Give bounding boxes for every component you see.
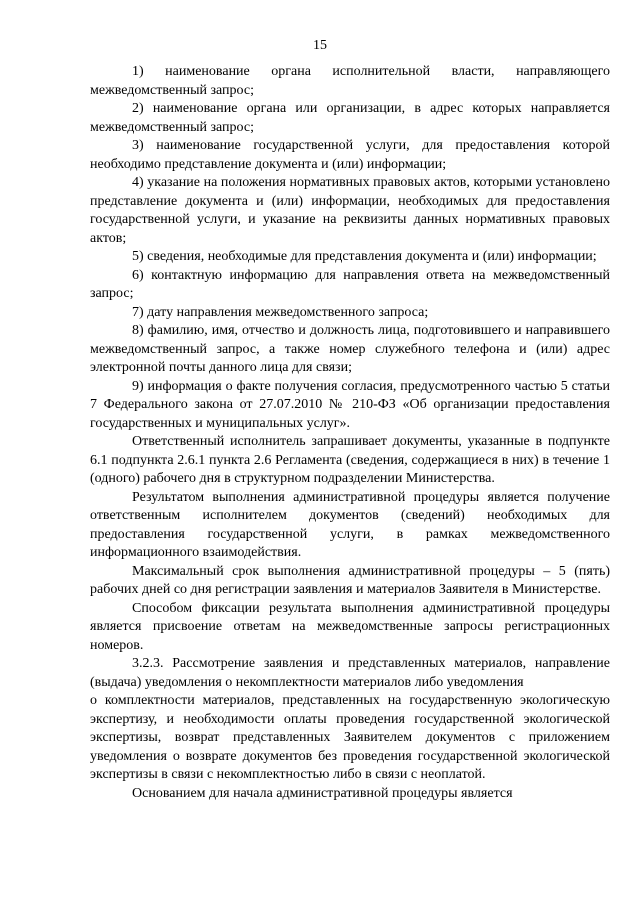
section-heading-3-2-3-continued: о комплектности материалов, представленных на государственную экологическую экспертизу, и необходимости оплаты проведения государственной экологической экспертизы, возврат представленных Заявителем документов с приложением уведомления о возврате документов без проведения государственной экологической экспертизы в связи с некомплектностью либо в связи с неоплатой. <box>90 693 610 782</box>
paragraph-item-2: 2) наименование органа или организации, в адрес которых направляется межведомственный запрос; <box>90 101 610 135</box>
paragraph-procedure-result: Результатом выполнения административной процедуры является получение ответственным исполнителем документов (сведений) необходимых для предоставления государственной услуги, в рамках межведомственного информационного взаимодействия. <box>90 489 610 560</box>
page-number: 15 <box>313 38 327 53</box>
paragraph-item-7: 7) дату направления межведомственного запроса; <box>132 304 429 320</box>
section-heading-3-2-3: 3.2.3. Рассмотрение заявления и представленных материалов, направление (выдача) уведомления о некомплектности материалов либо уведомления <box>90 656 610 690</box>
paragraph-item-4: 4) указание на положения нормативных правовых актов, которыми установлено представление документа и (или) информации, необходимых для предоставления государственной услуги, и указание на реквизиты данных нормативных правовых актов; <box>90 175 610 246</box>
paragraph-item-5: 5) сведения, необходимые для представления документа и (или) информации; <box>132 249 597 264</box>
document-body <box>90 63 610 803</box>
paragraph-fixation-method: Способом фиксации результата выполнения административной процедуры является присвоение ответам на межведомственные запросы регистрационных номеров. <box>90 600 610 653</box>
paragraph-item-9: 9) информация о факте получения согласия, предусмотренного частью 5 статьи 7 Федерального закона от 27.07.2010 № 210-ФЗ «Об организации предоставления государственных и муниципальных услуг». <box>90 378 610 431</box>
paragraph-item-6: 6) контактную информацию для направления ответа на межведомственный запрос; <box>90 267 610 301</box>
paragraph-item-3: 3) наименование государственной услуги, для предоставления которой необходимо представление документа и (или) информации; <box>90 138 610 172</box>
paragraph-responsible-executor: Ответственный исполнитель запрашивает документы, указанные в подпункте 6.1 подпункта 2.6.1 пункта 2.6 Регламента (сведения, содержащиеся в них) в течение 1 (одного) рабочего дня в структурном подразделении Министерства. <box>90 434 610 486</box>
paragraph-item-8: 8) фамилию, имя, отчество и должность лица, подготовившего и направившего межведомственный запрос, а также номер служебного телефона и (или) адрес электронной почты данного лица для связи; <box>90 323 610 375</box>
paragraph-procedure-basis: Основанием для начала административной процедуры является <box>132 785 513 801</box>
paragraph-max-term: Максимальный срок выполнения административной процедуры – 5 (пять) рабочих дней со дня регистрации заявления и материалов Заявителя в Министерстве. <box>90 563 610 597</box>
paragraph-item-1: 1) наименование органа исполнительной власти, направляющего межведомственный запрос; <box>90 64 610 98</box>
